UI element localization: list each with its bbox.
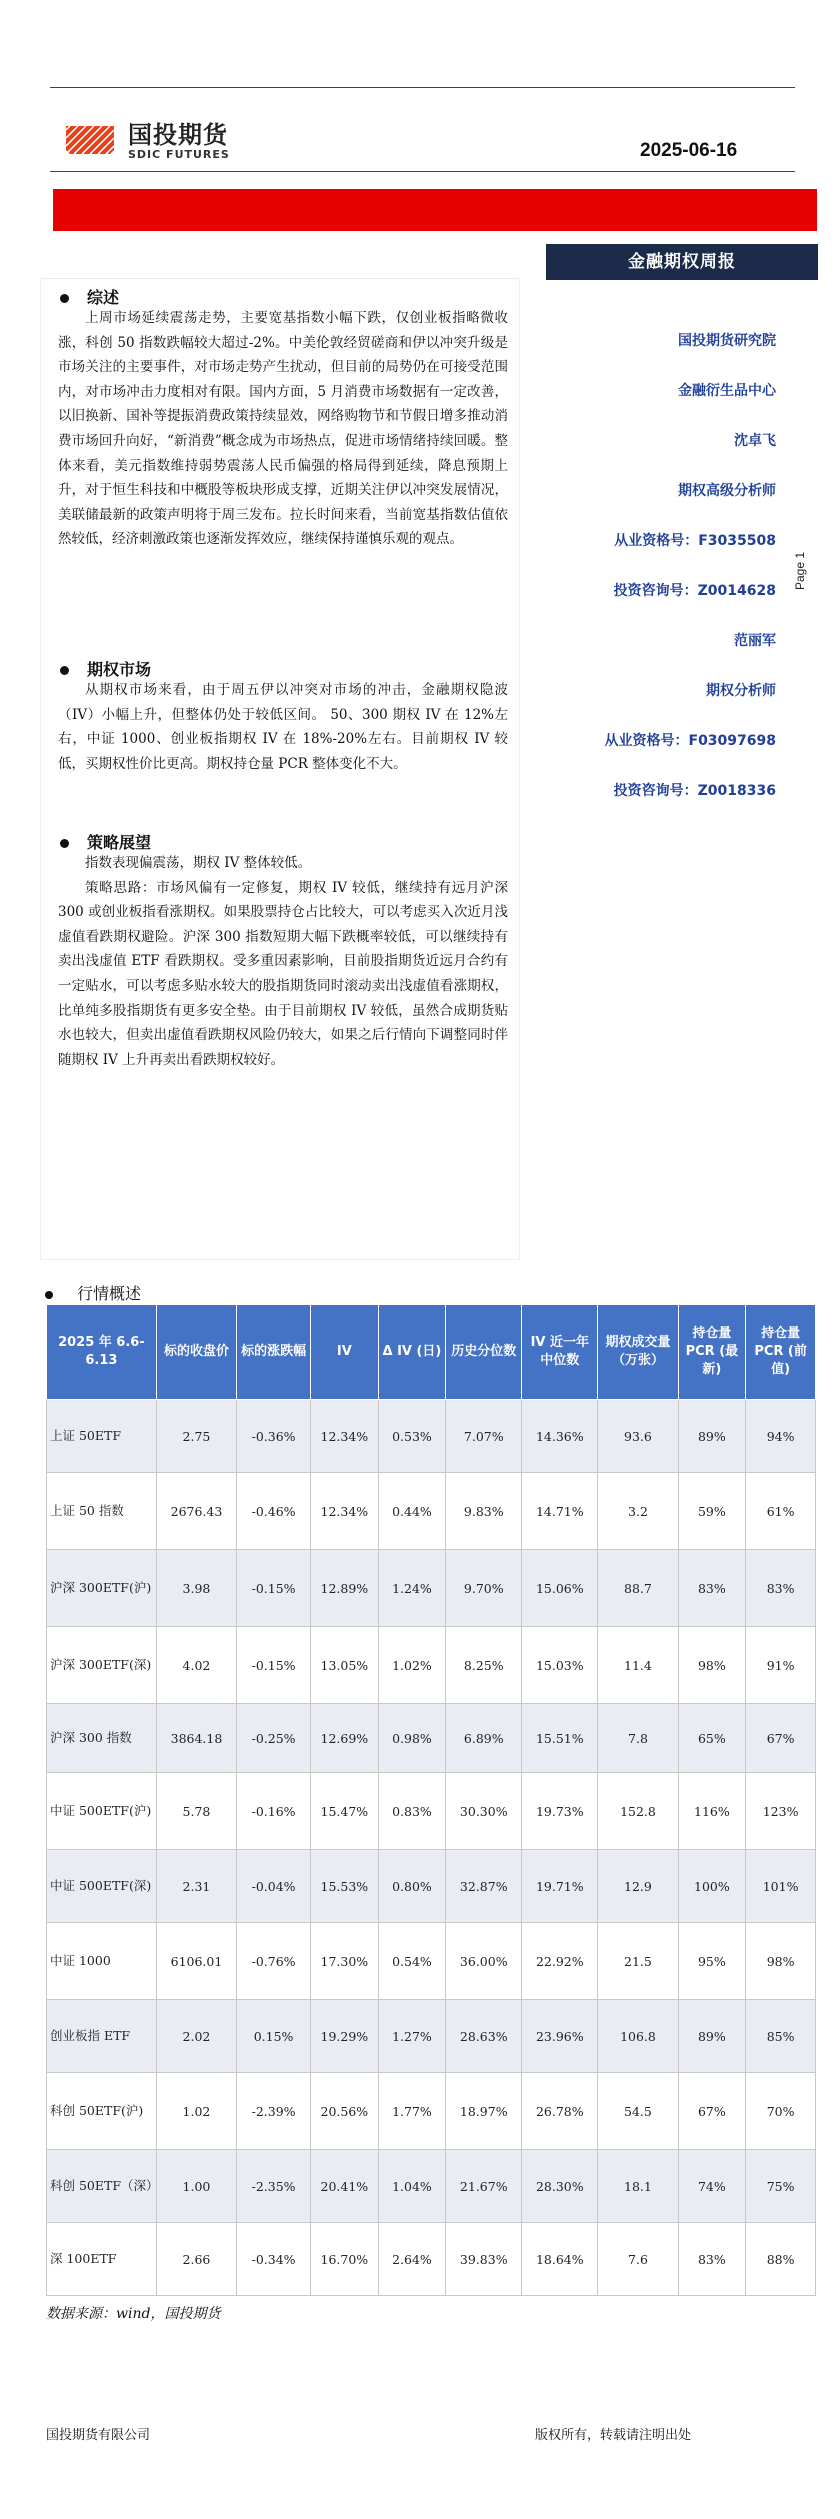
table-cell: 18.97%	[446, 2073, 522, 2150]
table-row	[47, 1850, 816, 1923]
header-rule	[50, 171, 795, 172]
row-label-cell: 沪深 300ETF(沪)	[47, 1550, 157, 1627]
column-header: IV 近一年中位数	[522, 1305, 598, 1400]
table-cell: -0.46%	[237, 1473, 311, 1550]
table-row	[47, 1473, 816, 1550]
table-cell: 12.34%	[311, 1473, 379, 1550]
table-cell: -0.34%	[237, 2223, 311, 2296]
table-cell: 1.24%	[378, 1550, 446, 1627]
table-cell: 1.00	[156, 2150, 236, 2223]
row-label-cell: 沪深 300ETF(深)	[47, 1627, 157, 1704]
row-label-cell: 中证 500ETF(沪)	[47, 1773, 157, 1850]
column-header: 历史分位数	[446, 1305, 522, 1400]
row-label-cell: 中证 1000	[47, 1923, 157, 2000]
table-cell: 19.71%	[522, 1850, 598, 1923]
table-cell: 28.63%	[446, 2000, 522, 2073]
table-cell: 14.71%	[522, 1473, 598, 1550]
table-cell: 93.6	[598, 1400, 678, 1473]
section-heading-text: 综述	[87, 288, 120, 307]
summary-text	[58, 306, 508, 552]
red-banner	[53, 189, 817, 231]
table-cell: 89%	[678, 1400, 746, 1473]
row-label-cell: 上证 50ETF	[47, 1400, 157, 1473]
table-cell: 70%	[746, 2073, 816, 2150]
table-cell: 2.64%	[378, 2223, 446, 2296]
table-cell: 0.80%	[378, 1850, 446, 1923]
section-heading-strategy	[60, 830, 151, 853]
table-cell: 0.98%	[378, 1704, 446, 1773]
bullet-icon	[60, 666, 69, 675]
table-cell: -2.35%	[237, 2150, 311, 2223]
table-cell: 7.8	[598, 1704, 678, 1773]
column-header: IV	[311, 1305, 379, 1400]
table-cell: 95%	[678, 1923, 746, 2000]
table-cell: 17.30%	[311, 1923, 379, 2000]
sidebar-analyst-title-2: 期权分析师	[706, 683, 776, 699]
row-label-cell: 深 100ETF	[47, 2223, 157, 2296]
table-cell: 74%	[678, 2150, 746, 2223]
table-cell: 2.75	[156, 1400, 236, 1473]
table-cell: -0.76%	[237, 1923, 311, 2000]
table-heading	[45, 1281, 141, 1304]
table-cell: 12.89%	[311, 1550, 379, 1627]
table-cell: 14.36%	[522, 1400, 598, 1473]
table-cell: 9.83%	[446, 1473, 522, 1550]
table-cell: -0.04%	[237, 1850, 311, 1923]
table-cell: 36.00%	[446, 1923, 522, 2000]
table-cell: 85%	[746, 2000, 816, 2073]
table-cell: 2.31	[156, 1850, 236, 1923]
table-cell: 91%	[746, 1627, 816, 1704]
sidebar-consulting-2: 投资咨询号：Z0018336	[613, 783, 776, 799]
table-cell: 23.96%	[522, 2000, 598, 2073]
table-cell: 21.67%	[446, 2150, 522, 2223]
table-cell: 67%	[746, 1704, 816, 1773]
table-cell: 30.30%	[446, 1773, 522, 1850]
column-header: 2025 年 6.6-6.13	[47, 1305, 157, 1400]
table-cell: 3864.18	[156, 1704, 236, 1773]
page-number: Page 1	[793, 551, 807, 590]
sidebar-consulting-1: 投资咨询号：Z0014628	[613, 583, 776, 599]
table-cell: 65%	[678, 1704, 746, 1773]
report-title: 金融期权周报	[546, 244, 818, 280]
table-cell: 0.15%	[237, 2000, 311, 2073]
data-source: 数据来源：wind，国投期货	[46, 2306, 221, 2322]
table-cell: 32.87%	[446, 1850, 522, 1923]
table-cell: 88%	[746, 2223, 816, 2296]
bullet-icon	[60, 294, 69, 303]
paragraph: 策略思路：市场风偏有一定修复，期权 IV 较低，继续持有远月沪深 300 或创业板指看涨期权。如果股票持仓占比较大，可以考虑买入次近月浅虚值看跌期权避险。沪深 300 指数短期大幅下跌概率较低，可以继续持有卖出浅虚值 ETF 看跌期权。受多重因素影响，目前股指期货近远月合约有一定贴水，可以考虑多贴水较大的股指期货同时滚动卖出浅虚值看涨期权，比单纯多股指期货有更多安全垫。由于目前期权 IV 较低，虽然合成期货贴水也较大，但卖出虚值看跌期权风险仍较大，如果之后行情向下调整同时伴随期权 IV 上升再卖出看跌期权较好。	[58, 879, 508, 1068]
market-overview-table	[46, 1304, 816, 2296]
options-market-text	[58, 678, 508, 776]
table-cell: 4.02	[156, 1627, 236, 1704]
table-cell: 59%	[678, 1473, 746, 1550]
row-label-cell: 中证 500ETF(深)	[47, 1850, 157, 1923]
table-cell: 1.02	[156, 2073, 236, 2150]
table-cell: -0.36%	[237, 1400, 311, 1473]
table-cell: 101%	[746, 1850, 816, 1923]
strategy-text	[58, 851, 508, 1072]
table-cell: 28.30%	[522, 2150, 598, 2223]
table-row	[47, 2000, 816, 2073]
table-cell: 22.92%	[522, 1923, 598, 2000]
row-label-cell: 沪深 300 指数	[47, 1704, 157, 1773]
table-cell: 7.07%	[446, 1400, 522, 1473]
table-cell: 0.83%	[378, 1773, 446, 1850]
section-heading-options-market	[60, 657, 151, 680]
table-row	[47, 1773, 816, 1850]
row-label-cell: 创业板指 ETF	[47, 2000, 157, 2073]
section-heading-text: 策略展望	[87, 833, 152, 852]
table-cell: 98%	[678, 1627, 746, 1704]
table-cell: 15.47%	[311, 1773, 379, 1850]
table-cell: 20.56%	[311, 2073, 379, 2150]
table-cell: 20.41%	[311, 2150, 379, 2223]
sidebar-department: 金融衍生品中心	[678, 383, 776, 399]
column-header: 期权成交量（万张）	[598, 1305, 678, 1400]
table-cell: 39.83%	[446, 2223, 522, 2296]
table-cell: 19.29%	[311, 2000, 379, 2073]
table-cell: 83%	[678, 2223, 746, 2296]
section-heading-summary	[60, 285, 119, 308]
table-cell: 1.77%	[378, 2073, 446, 2150]
table-row	[47, 2073, 816, 2150]
section-heading-text: 期权市场	[87, 660, 152, 679]
footer-company: 国投期货有限公司	[46, 2428, 151, 2443]
footer-copyright: 版权所有，转载请注明出处	[535, 2428, 692, 2443]
logo-mark-icon	[58, 120, 122, 162]
report-date: 2025-06-16	[640, 140, 738, 161]
table-cell: 12.34%	[311, 1400, 379, 1473]
table-cell: 100%	[678, 1850, 746, 1923]
logo-chinese-name: 国投期货	[128, 121, 228, 149]
table-cell: 8.25%	[446, 1627, 522, 1704]
table-cell: 152.8	[598, 1773, 678, 1850]
table-row	[47, 2223, 816, 2296]
company-logo	[58, 118, 230, 164]
table-cell: 11.4	[598, 1627, 678, 1704]
table-cell: 7.6	[598, 2223, 678, 2296]
table-cell: 6.89%	[446, 1704, 522, 1773]
table-cell: 12.9	[598, 1850, 678, 1923]
table-cell: 1.02%	[378, 1627, 446, 1704]
row-label-cell: 科创 50ETF(沪)	[47, 2073, 157, 2150]
table-heading-text: 行情概述	[77, 1284, 142, 1303]
table-row	[47, 1704, 816, 1773]
bullet-icon	[45, 1291, 53, 1299]
table-cell: 0.44%	[378, 1473, 446, 1550]
table-cell: 116%	[678, 1773, 746, 1850]
table-row	[47, 1550, 816, 1627]
table-cell: 98%	[746, 1923, 816, 2000]
table-row	[47, 2150, 816, 2223]
table-cell: 3.98	[156, 1550, 236, 1627]
table-cell: -0.15%	[237, 1550, 311, 1627]
table-row	[47, 1400, 816, 1473]
table-cell: 83%	[746, 1550, 816, 1627]
table-cell: -0.15%	[237, 1627, 311, 1704]
table-cell: 88.7	[598, 1550, 678, 1627]
row-label-cell: 上证 50 指数	[47, 1473, 157, 1550]
table-cell: 2676.43	[156, 1473, 236, 1550]
table-cell: -0.16%	[237, 1773, 311, 1850]
sidebar-institute: 国投期货研究院	[678, 333, 776, 349]
table-header-row	[47, 1305, 816, 1400]
table-cell: 15.03%	[522, 1627, 598, 1704]
table-cell: 18.1	[598, 2150, 678, 2223]
table-cell: 15.06%	[522, 1550, 598, 1627]
table-cell: 1.04%	[378, 2150, 446, 2223]
paragraph: 上周市场延续震荡走势，主要宽基指数小幅下跌，仅创业板指略微收涨，科创 50 指数跌幅较大超过-2%。中美伦敦经贸磋商和伊以冲突升级是市场关注的主要事件，对市场走势产生扰动，但目前的局势仍在可接受范围内，对市场冲击力度相对有限。国内方面，5 月消费市场数据有一定改善，以旧换新、国补等提振消费政策持续显效，网络购物节和节假日增多推动消费市场回升向好，“新消费”概念成为市场热点，促进市场情绪持续回暖。整体来看，美元指数维持弱势震荡人民币偏强的格局得到延续，降息预期上升，对于恒生科技和中概股等板块形成支撑，近期关注伊以冲突发展情况，美联储最新的政策声明将于周三发布。拉长时间来看，当前宽基指数估值依然较低，经济刺激政策也逐渐发挥效应，继续保持谨慎乐观的观点。	[58, 310, 508, 548]
table-cell: -0.25%	[237, 1704, 311, 1773]
table-cell: 15.53%	[311, 1850, 379, 1923]
table-cell: 15.51%	[522, 1704, 598, 1773]
table-cell: 19.73%	[522, 1773, 598, 1850]
table-cell: 26.78%	[522, 2073, 598, 2150]
table-cell: 94%	[746, 1400, 816, 1473]
table-cell: 1.27%	[378, 2000, 446, 2073]
table-cell: 16.70%	[311, 2223, 379, 2296]
bullet-icon	[60, 839, 69, 848]
table-row	[47, 1627, 816, 1704]
sidebar-analyst-name-2: 范丽军	[734, 633, 776, 649]
table-cell: 89%	[678, 2000, 746, 2073]
top-rule	[50, 87, 795, 88]
sidebar-qualification-1: 从业资格号：F3035508	[614, 533, 776, 549]
table-cell: 0.53%	[378, 1400, 446, 1473]
table-cell: 21.5	[598, 1923, 678, 2000]
table-cell: 12.69%	[311, 1704, 379, 1773]
table-cell: 2.02	[156, 2000, 236, 2073]
logo-english-name: SDIC FUTURES	[128, 148, 230, 161]
table-cell: 13.05%	[311, 1627, 379, 1704]
table-cell: 123%	[746, 1773, 816, 1850]
table-cell: 9.70%	[446, 1550, 522, 1627]
column-header: 持仓量 PCR (前值)	[746, 1305, 816, 1400]
column-header: Δ IV (日)	[378, 1305, 446, 1400]
table-cell: 2.66	[156, 2223, 236, 2296]
table-cell: 61%	[746, 1473, 816, 1550]
table-cell: 106.8	[598, 2000, 678, 2073]
column-header: 标的收盘价	[156, 1305, 236, 1400]
table-cell: 75%	[746, 2150, 816, 2223]
table-row	[47, 1923, 816, 2000]
table-cell: -2.39%	[237, 2073, 311, 2150]
row-label-cell: 科创 50ETF（深）	[47, 2150, 157, 2223]
sidebar-analyst-title-1: 期权高级分析师	[678, 483, 776, 499]
table-cell: 18.64%	[522, 2223, 598, 2296]
column-header: 持仓量 PCR (最新)	[678, 1305, 746, 1400]
table-cell: 5.78	[156, 1773, 236, 1850]
table-cell: 83%	[678, 1550, 746, 1627]
paragraph: 指数表现偏震荡，期权 IV 整体较低。	[85, 855, 312, 871]
table-cell: 67%	[678, 2073, 746, 2150]
sidebar-analyst-name-1: 沈卓飞	[734, 433, 776, 449]
table-cell: 0.54%	[378, 1923, 446, 2000]
paragraph: 从期权市场来看，由于周五伊以冲突对市场的冲击，金融期权隐波（IV）小幅上升，但整体仍处于较低区间。 50、300 期权 IV 在 12%左右，中证 1000、创业板指期权 IV 在 18%-20%左右。目前期权 IV 较低，买期权性价比更高。期权持仓量 PCR 整体变化不大。	[58, 682, 508, 772]
table-cell: 54.5	[598, 2073, 678, 2150]
table-cell: 3.2	[598, 1473, 678, 1550]
table-cell: 6106.01	[156, 1923, 236, 2000]
sidebar-qualification-2: 从业资格号：F03097698	[604, 733, 776, 749]
column-header: 标的涨跌幅	[237, 1305, 311, 1400]
